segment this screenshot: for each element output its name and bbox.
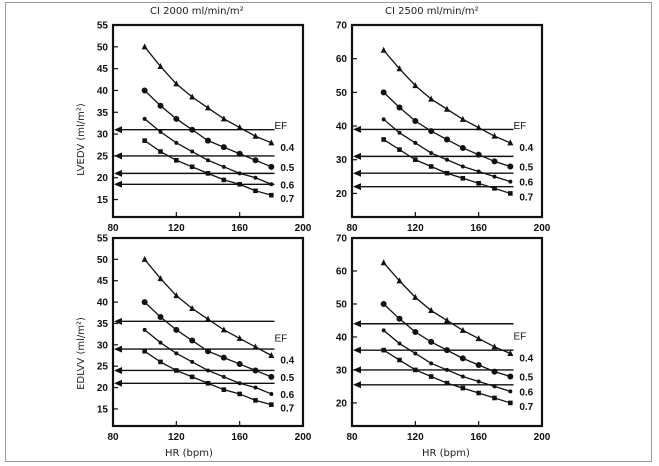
arrow-head-1-3	[353, 183, 361, 190]
point-0-1-5	[221, 144, 227, 150]
arrow-head-3-1	[353, 347, 361, 354]
ef-value-1-2: 0.6	[519, 177, 534, 189]
y-tick-label-0-40: 40	[96, 85, 108, 97]
point-3-1-5	[460, 355, 466, 361]
point-2-0-5	[221, 326, 227, 332]
point-1-3-5	[461, 176, 466, 181]
x-tick-label-1-200: 200	[533, 223, 551, 234]
ef-value-3-2: 0.6	[519, 387, 534, 399]
point-0-2-7	[254, 176, 258, 180]
point-0-3-7	[253, 189, 258, 194]
point-1-3-0	[381, 137, 386, 142]
point-1-2-3	[429, 151, 433, 155]
arrow-head-3-3	[353, 381, 361, 388]
series-line-2-0	[145, 259, 272, 355]
point-0-2-2	[174, 141, 178, 145]
point-1-3-2	[413, 157, 418, 162]
point-2-2-8	[269, 392, 273, 396]
y-tick-label-2-15: 15	[96, 404, 108, 416]
point-3-3-5	[461, 386, 466, 391]
point-2-1-6	[237, 361, 243, 367]
ef-value-3-1: 0.5	[519, 372, 534, 384]
series-line-0-0	[145, 47, 272, 143]
point-2-2-3	[190, 360, 194, 364]
point-3-2-8	[508, 389, 512, 393]
x-tick-label-3-120: 120	[406, 432, 424, 443]
ef-header-0: EF	[274, 120, 288, 132]
point-1-0-0	[381, 47, 387, 53]
point-0-1-1	[158, 103, 164, 109]
x-tick-label-0-120: 120	[167, 223, 185, 234]
point-3-1-3	[428, 339, 434, 345]
point-1-1-2	[412, 118, 418, 124]
x-tick-label-2-120: 120	[167, 432, 185, 443]
point-1-1-5	[460, 145, 466, 151]
point-0-0-3	[189, 94, 195, 100]
point-2-1-5	[221, 355, 227, 361]
y-tick-label-2-55: 55	[96, 233, 108, 245]
arrow-head-2-3	[114, 380, 122, 387]
y-tick-label-2-40: 40	[96, 297, 108, 309]
point-0-2-1	[159, 130, 163, 134]
point-2-3-5	[222, 387, 227, 392]
y-tick-label-1-20: 20	[335, 188, 347, 200]
ylabel-edlvv: EDLVV (ml/m²)	[75, 317, 87, 390]
arrow-head-1-0	[353, 126, 361, 133]
point-3-2-0	[382, 328, 386, 332]
ef-value-0-0: 0.4	[280, 142, 295, 154]
point-3-3-1	[397, 358, 402, 363]
ef-value-2-0: 0.4	[280, 355, 295, 367]
point-0-2-0	[143, 117, 147, 121]
ef-value-1-3: 0.7	[519, 192, 534, 204]
arrow-head-3-2	[353, 366, 361, 373]
y-tick-label-3-20: 20	[335, 398, 347, 410]
point-1-3-6	[476, 181, 481, 186]
x-tick-label-0-200: 200	[294, 223, 312, 234]
point-0-1-0	[142, 87, 148, 93]
y-tick-label-2-45: 45	[96, 276, 108, 288]
point-2-3-7	[253, 398, 258, 403]
y-tick-label-2-50: 50	[96, 254, 108, 266]
x-tick-label-0-160: 160	[231, 223, 249, 234]
point-3-2-5	[461, 375, 465, 379]
point-3-1-8	[507, 374, 513, 380]
x-tick-label-0-80: 80	[107, 223, 119, 234]
y-tick-label-3-40: 40	[335, 332, 347, 344]
point-0-3-8	[269, 193, 274, 198]
point-2-1-3	[189, 338, 195, 344]
point-0-3-1	[158, 149, 163, 154]
point-1-0-4	[444, 106, 450, 112]
arrow-head-0-1	[114, 152, 122, 159]
point-0-1-7	[253, 157, 259, 163]
arrow-head-3-0	[353, 320, 361, 327]
x-tick-label-1-120: 120	[406, 223, 424, 234]
point-2-2-5	[222, 375, 226, 379]
ef-header-2: EF	[274, 333, 288, 345]
point-0-3-0	[142, 138, 147, 143]
point-3-2-2	[413, 351, 417, 355]
point-0-2-3	[190, 150, 194, 154]
ef-value-0-1: 0.5	[280, 162, 295, 174]
point-2-2-7	[254, 386, 258, 390]
x-tick-label-1-80: 80	[346, 223, 358, 234]
point-2-1-0	[142, 299, 148, 305]
x-tick-label-3-80: 80	[346, 432, 358, 443]
point-1-3-8	[508, 191, 513, 196]
y-tick-label-0-25: 25	[96, 151, 108, 163]
point-2-0-3	[189, 305, 195, 311]
point-2-1-8	[268, 374, 274, 380]
ef-value-1-1: 0.5	[519, 162, 534, 174]
y-tick-label-2-20: 20	[96, 383, 108, 395]
point-2-2-1	[159, 341, 163, 345]
y-tick-label-3-50: 50	[335, 299, 347, 311]
y-tick-label-0-20: 20	[96, 173, 108, 185]
point-1-2-5	[461, 164, 465, 168]
point-3-1-6	[476, 362, 482, 368]
point-3-0-3	[428, 307, 434, 313]
plot-frame-2	[113, 238, 303, 426]
point-2-0-0	[142, 256, 148, 262]
y-tick-label-3-60: 60	[335, 266, 347, 278]
title-ci-2000: CI 2000 ml/min/m²	[150, 6, 244, 17]
point-0-0-5	[221, 115, 227, 121]
y-tick-label-3-70: 70	[335, 233, 347, 245]
point-1-1-4	[444, 137, 450, 143]
point-0-0-4	[205, 104, 211, 110]
arrow-head-0-3	[114, 181, 122, 188]
point-0-1-8	[268, 164, 274, 170]
point-1-2-1	[398, 131, 402, 135]
y-tick-label-1-60: 60	[335, 54, 347, 66]
x-tick-label-3-160: 160	[470, 432, 488, 443]
arrow-head-1-1	[353, 153, 361, 160]
point-1-1-1	[397, 105, 403, 111]
y-tick-label-1-70: 70	[335, 20, 347, 32]
series-line-3-1	[384, 304, 511, 377]
ef-value-1-0: 0.4	[519, 142, 534, 154]
arrow-head-1-2	[353, 170, 361, 177]
series-line-2-3	[145, 351, 272, 404]
point-0-2-4	[206, 158, 210, 162]
y-tick-label-0-55: 55	[96, 20, 108, 32]
series-line-0-3	[145, 141, 272, 196]
point-1-2-8	[508, 180, 512, 184]
point-0-1-2	[173, 116, 179, 122]
point-3-1-0	[381, 301, 387, 307]
point-1-1-8	[507, 163, 513, 169]
y-tick-label-2-35: 35	[96, 318, 108, 330]
point-3-3-8	[508, 401, 513, 406]
ef-value-0-2: 0.6	[280, 180, 295, 192]
point-0-2-5	[222, 165, 226, 169]
xlabel-right: HR (bpm)	[422, 448, 470, 459]
y-tick-label-2-25: 25	[96, 361, 108, 373]
point-1-2-0	[382, 117, 386, 121]
arrow-head-0-0	[114, 126, 122, 133]
point-1-2-2	[413, 141, 417, 145]
x-tick-label-1-160: 160	[470, 223, 488, 234]
ef-value-0-3: 0.7	[280, 194, 295, 206]
point-3-2-1	[398, 342, 402, 346]
point-2-3-1	[158, 360, 163, 365]
point-3-0-5	[460, 327, 466, 333]
y-tick-label-0-45: 45	[96, 64, 108, 76]
point-3-1-1	[397, 316, 403, 322]
point-2-3-8	[269, 402, 274, 407]
ef-value-2-3: 0.7	[280, 403, 295, 415]
y-tick-label-1-30: 30	[335, 155, 347, 167]
point-2-3-3	[190, 375, 195, 380]
y-tick-label-1-40: 40	[335, 121, 347, 133]
ef-header-3: EF	[513, 331, 527, 343]
arrow-head-2-1	[114, 346, 122, 353]
x-tick-label-2-160: 160	[231, 432, 249, 443]
y-tick-label-0-30: 30	[96, 129, 108, 141]
x-tick-label-2-80: 80	[107, 432, 119, 443]
point-0-0-0	[142, 43, 148, 49]
point-1-1-7	[492, 158, 498, 164]
point-0-3-2	[174, 158, 179, 163]
point-3-0-0	[381, 259, 387, 265]
point-3-0-4	[444, 317, 450, 323]
point-2-1-2	[173, 327, 179, 333]
series-line-1-3	[384, 140, 511, 194]
ylabel-lvedv: LVEDV (ml/m²)	[75, 103, 87, 176]
point-3-1-2	[412, 329, 418, 335]
point-1-2-7	[493, 175, 497, 179]
point-3-3-3	[429, 374, 434, 379]
point-1-2-4	[445, 158, 449, 162]
point-2-2-2	[174, 351, 178, 355]
point-3-3-6	[476, 391, 481, 396]
ef-value-3-3: 0.7	[519, 401, 534, 413]
point-3-3-7	[492, 396, 497, 401]
xlabel-left: HR (bpm)	[165, 448, 213, 459]
point-1-1-0	[381, 89, 387, 95]
point-2-1-1	[158, 314, 164, 320]
arrow-head-0-2	[114, 170, 122, 177]
y-tick-label-0-15: 15	[96, 195, 108, 207]
y-tick-label-0-50: 50	[96, 42, 108, 54]
point-1-0-5	[460, 116, 466, 122]
y-tick-label-0-35: 35	[96, 107, 108, 119]
ef-value-3-0: 0.4	[519, 353, 534, 365]
y-tick-label-3-30: 30	[335, 365, 347, 377]
title-ci-2500: CI 2500 ml/min/m²	[385, 6, 479, 17]
ef-value-2-1: 0.5	[280, 372, 295, 384]
point-3-2-6	[477, 379, 481, 383]
series-line-3-3	[384, 350, 511, 403]
point-0-1-4	[205, 138, 211, 144]
y-tick-label-1-50: 50	[335, 87, 347, 99]
point-0-3-5	[222, 178, 227, 183]
series-line-2-1	[145, 302, 272, 377]
point-3-2-3	[429, 361, 433, 365]
point-1-3-1	[397, 147, 402, 152]
point-1-3-3	[429, 164, 434, 169]
series-line-3-0	[384, 263, 511, 354]
point-2-3-6	[237, 392, 242, 397]
x-tick-label-3-200: 200	[533, 432, 551, 443]
point-2-2-0	[143, 328, 147, 332]
point-0-3-3	[190, 165, 195, 170]
x-tick-label-2-200: 200	[294, 432, 312, 443]
ef-header-1: EF	[513, 120, 527, 132]
arrow-head-2-2	[114, 367, 122, 374]
y-tick-label-2-30: 30	[96, 340, 108, 352]
ef-value-2-2: 0.6	[280, 389, 295, 401]
